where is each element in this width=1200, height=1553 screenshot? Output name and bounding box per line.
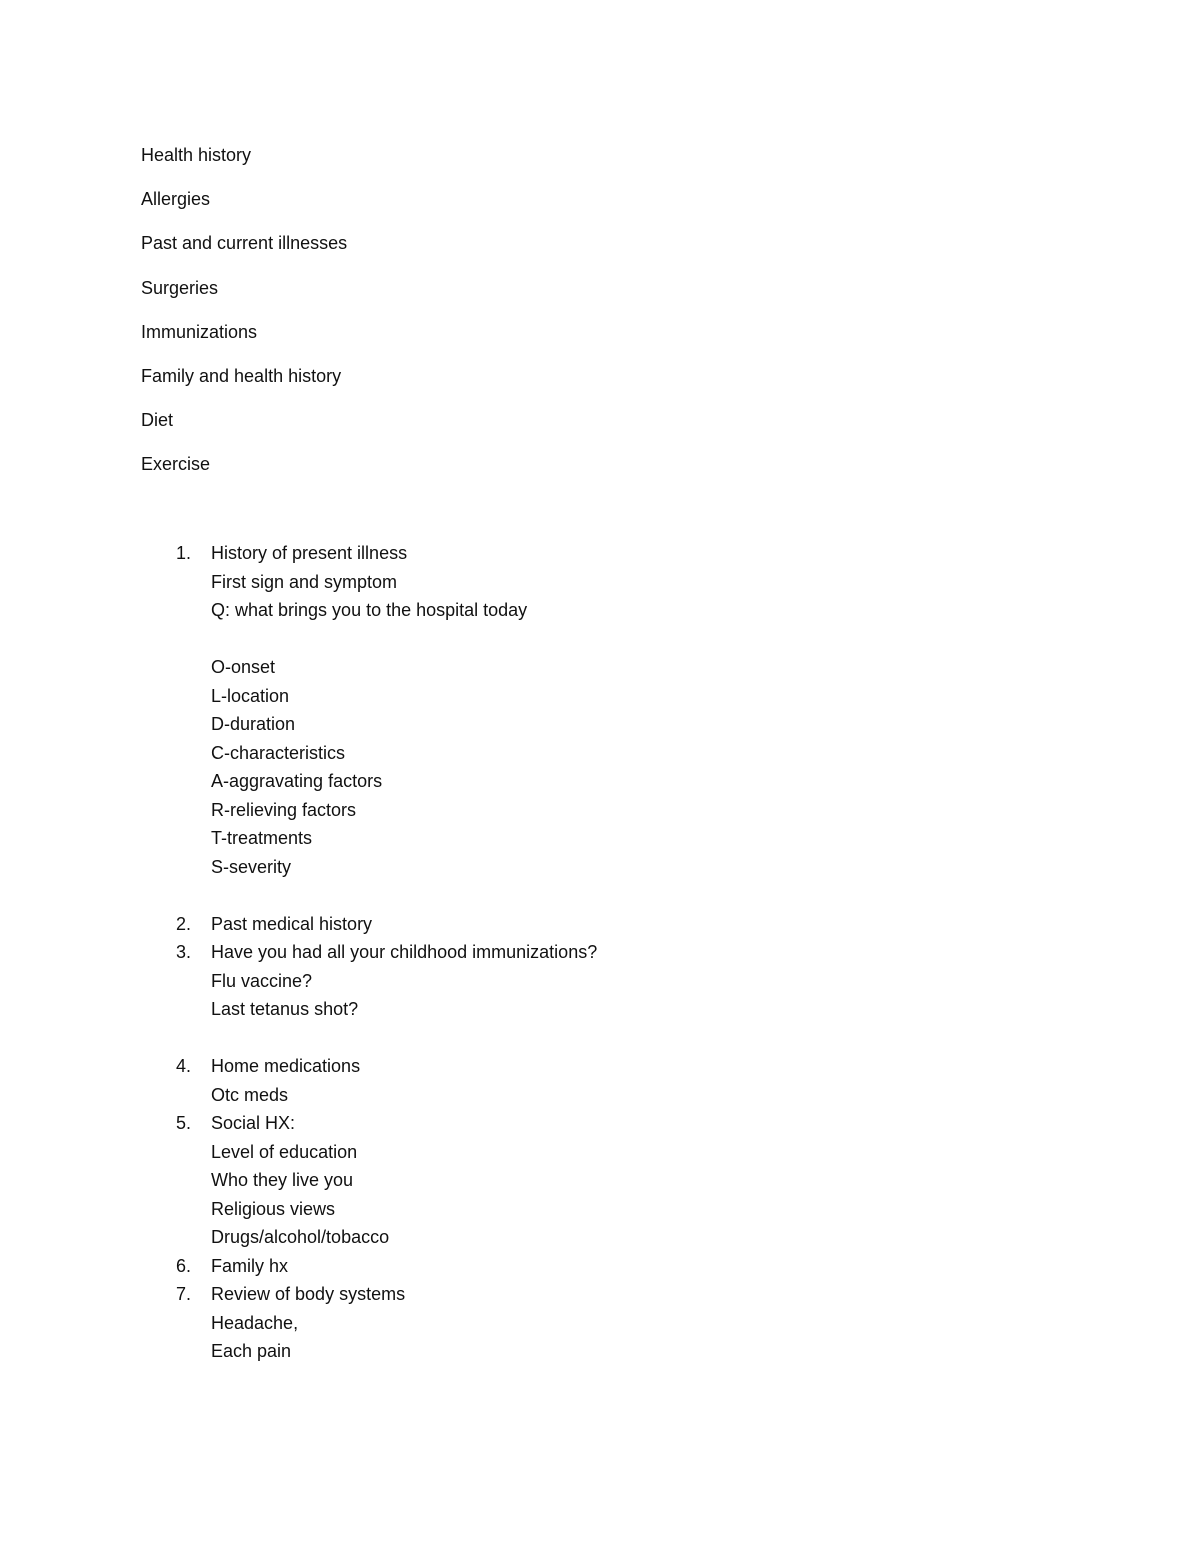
item-line: D-duration bbox=[211, 714, 296, 734]
item-line: Have you had all your childhood immunizations? bbox=[211, 942, 598, 962]
item-line: Who they live you bbox=[211, 1170, 354, 1190]
item-line: Review of body systems bbox=[211, 1284, 406, 1304]
list-number: 6. bbox=[176, 1255, 192, 1276]
list-number: 5. bbox=[176, 1113, 192, 1133]
numbered-list bbox=[141, 539, 597, 1366]
item-line: T-treatments bbox=[211, 828, 313, 848]
topic-surgeries: Surgeries bbox=[141, 277, 219, 298]
item-line: Headache, bbox=[211, 1312, 299, 1333]
list-number: 1. bbox=[176, 543, 192, 563]
item-line: R-relieving factors bbox=[211, 799, 357, 820]
blank-line bbox=[211, 625, 597, 654]
item-line: Drugs/alcohol/tobacco bbox=[211, 1227, 390, 1247]
topic-immunizations: Immunizations bbox=[141, 321, 258, 342]
item-line: Past medical history bbox=[211, 913, 373, 934]
list-item-family-hx bbox=[141, 1252, 597, 1281]
blank-line bbox=[211, 881, 597, 910]
list-number: 4. bbox=[176, 1056, 192, 1076]
item-line: First sign and symptom bbox=[211, 571, 398, 592]
topic-diet: Diet bbox=[141, 410, 174, 431]
item-line: Social HX: bbox=[211, 1113, 296, 1133]
item-line: Religious views bbox=[211, 1198, 336, 1219]
list-number: 2. bbox=[176, 913, 192, 934]
item-line: L-location bbox=[211, 685, 290, 706]
item-line: S-severity bbox=[211, 856, 292, 877]
item-line: C-characteristics bbox=[211, 742, 346, 763]
item-line: Level of education bbox=[211, 1141, 358, 1162]
item-line: O-onset bbox=[211, 657, 276, 677]
item-line: Last tetanus shot? bbox=[211, 999, 359, 1019]
list-item-past-medical-history bbox=[141, 910, 597, 939]
list-item-review-body-systems bbox=[141, 1280, 597, 1366]
item-line: Q: what brings you to the hospital today bbox=[211, 600, 528, 620]
topic-health-history: Health history bbox=[141, 145, 252, 165]
topic-past-current-illnesses: Past and current illnesses bbox=[141, 233, 348, 254]
item-line: A-aggravating factors bbox=[211, 771, 383, 791]
topic-allergies: Allergies bbox=[141, 189, 211, 210]
blank-line bbox=[211, 1024, 597, 1053]
list-item-social-hx bbox=[141, 1109, 597, 1252]
list-item-present-illness bbox=[141, 539, 597, 910]
item-line: Otc meds bbox=[211, 1084, 289, 1105]
item-line: Each pain bbox=[211, 1341, 292, 1361]
list-item-immunizations bbox=[141, 938, 597, 1052]
item-line: History of present illness bbox=[211, 543, 408, 563]
list-number: 3. bbox=[176, 942, 192, 962]
item-line: Flu vaccine? bbox=[211, 970, 313, 991]
list-number: 7. bbox=[176, 1284, 192, 1304]
topic-family-health-history: Family and health history bbox=[141, 365, 342, 386]
item-line: Home medications bbox=[211, 1056, 361, 1076]
topic-list bbox=[141, 142, 347, 496]
item-line: Family hx bbox=[211, 1255, 289, 1276]
list-item-home-medications bbox=[141, 1052, 597, 1109]
topic-exercise: Exercise bbox=[141, 454, 211, 475]
